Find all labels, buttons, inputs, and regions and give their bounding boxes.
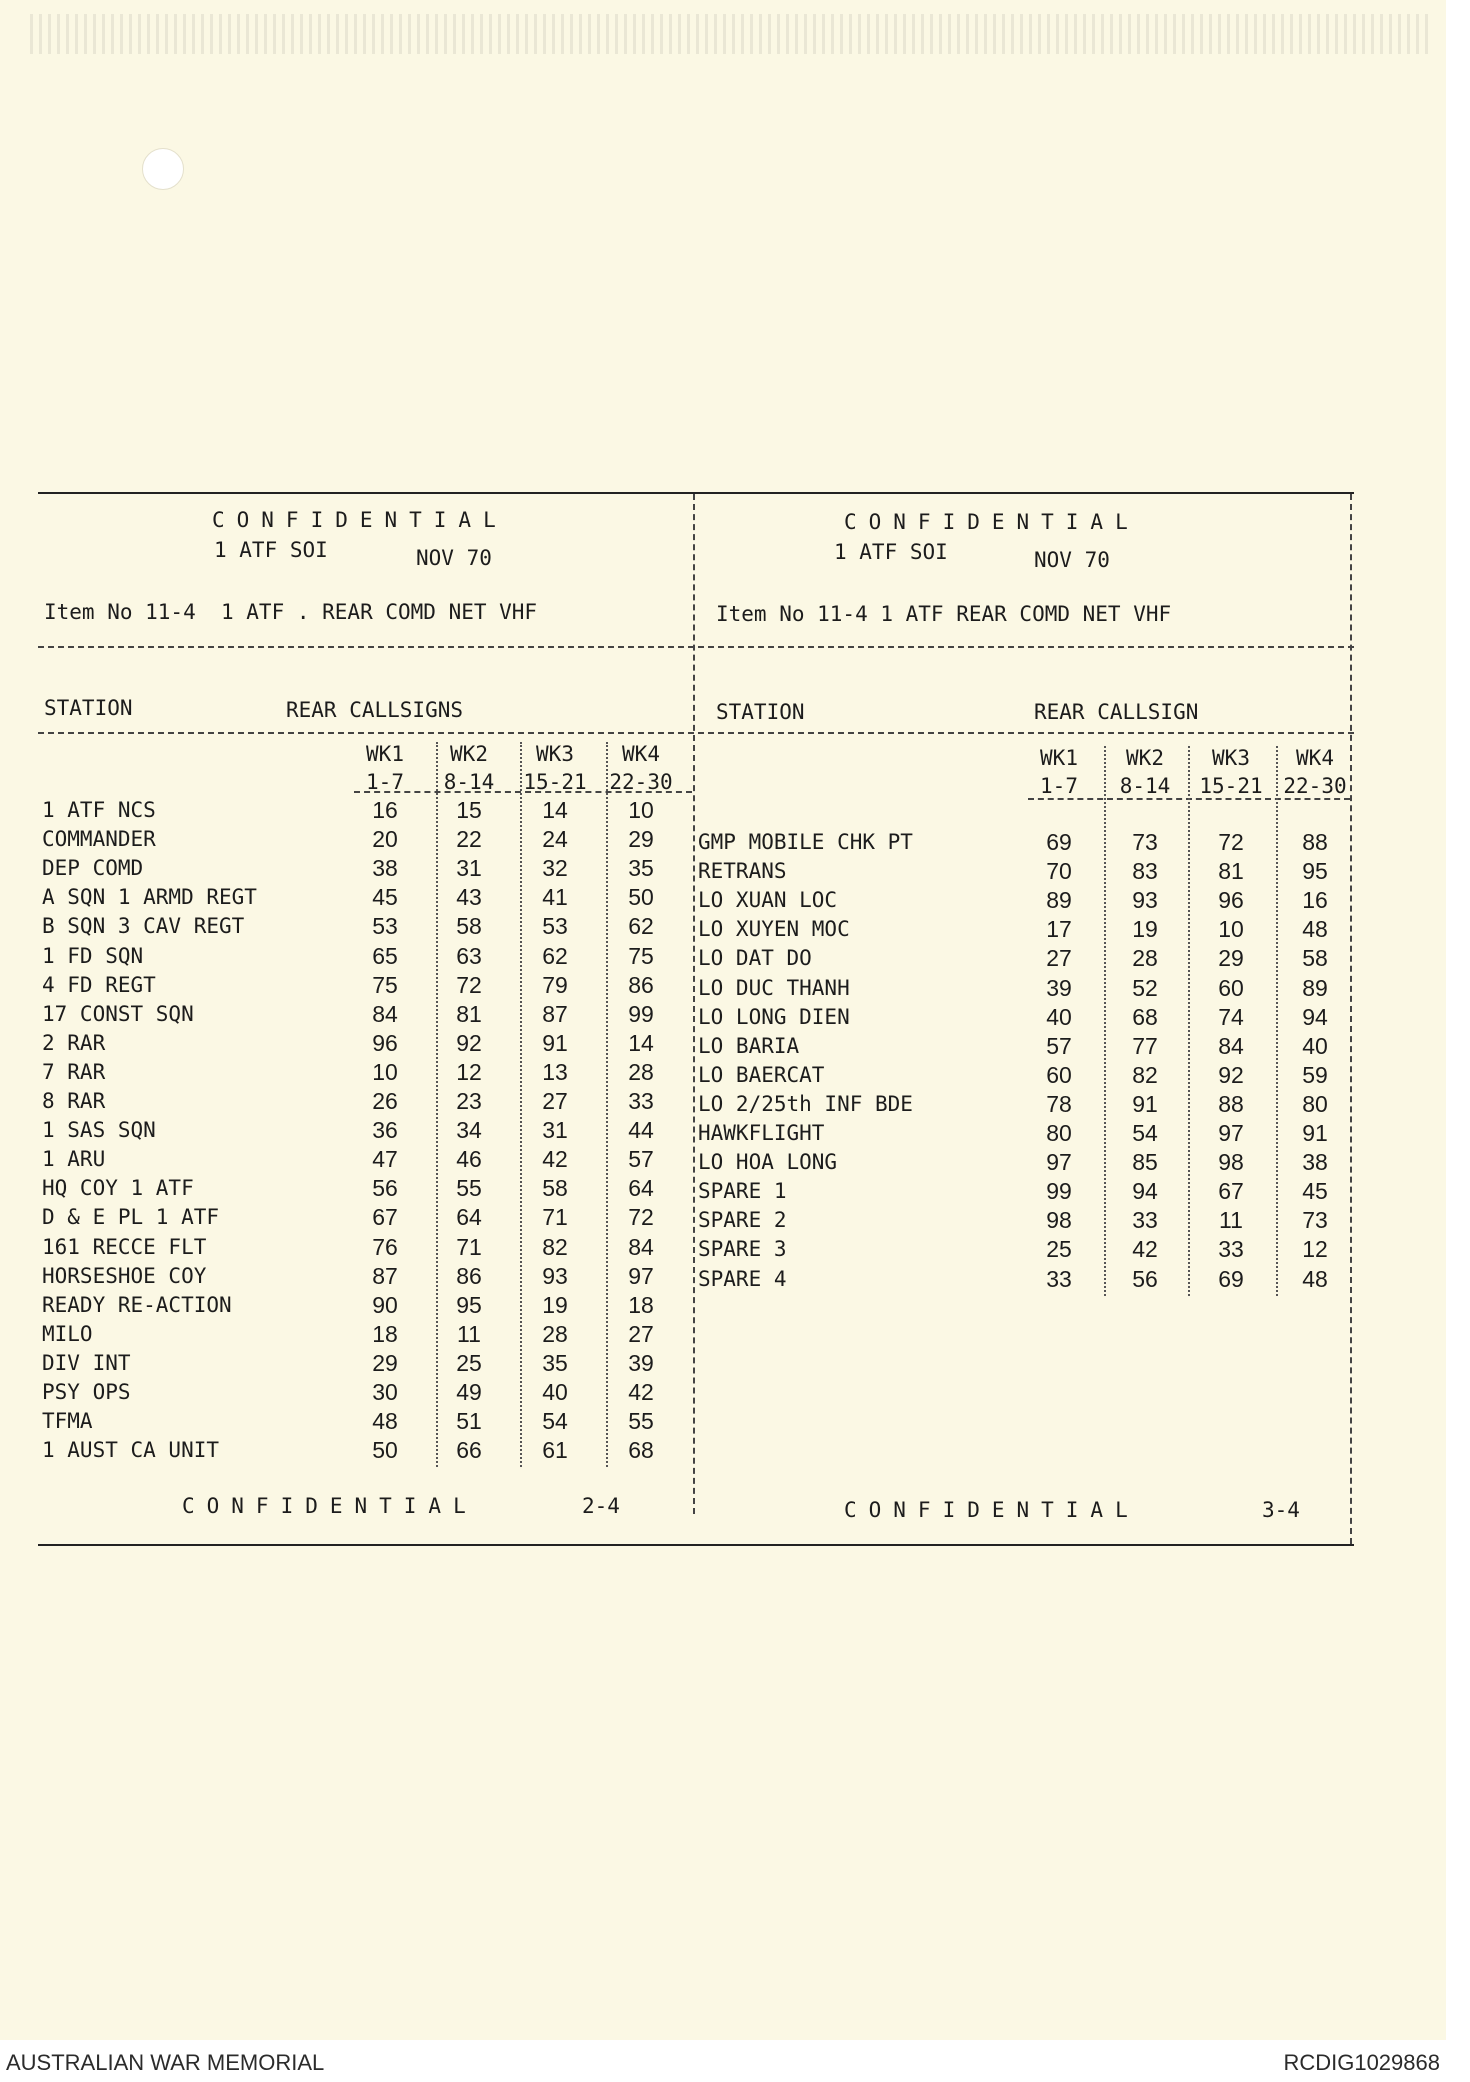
callsign-cell: 68 <box>1132 1003 1158 1030</box>
callsign-cell: 88 <box>1218 1090 1244 1117</box>
station-name: RETRANS <box>698 859 787 884</box>
callsign-cell: 67 <box>1218 1178 1244 1205</box>
callsign-cell: 19 <box>1132 916 1158 943</box>
station-name: SPARE 3 <box>698 1237 787 1262</box>
callsign-cell: 64 <box>628 1175 654 1202</box>
station-name: LO 2/25th INF BDE <box>698 1091 913 1116</box>
station-name: SPARE 4 <box>698 1266 787 1291</box>
callsign-cell: 18 <box>372 1320 398 1347</box>
station-name: HQ COY 1 ATF <box>42 1176 194 1201</box>
callsign-cell: 55 <box>456 1175 482 1202</box>
callsign-cell: 87 <box>542 1000 568 1027</box>
callsign-cell: 45 <box>372 884 398 911</box>
callsign-cell: 81 <box>456 1000 482 1027</box>
callsign-cell: 35 <box>628 855 654 882</box>
callsign-cell: 29 <box>372 1349 398 1376</box>
callsign-cell: 97 <box>628 1262 654 1289</box>
station-name: 8 RAR <box>42 1089 106 1113</box>
station-name: LO BAERCAT <box>698 1062 825 1087</box>
callsign-cell: 72 <box>456 971 482 998</box>
callsign-cell: 56 <box>1132 1265 1158 1292</box>
callsign-cell: 80 <box>1302 1090 1328 1117</box>
station-name: GMP MOBILE CHK PT <box>698 830 913 854</box>
callsign-cell: 42 <box>542 1146 568 1173</box>
callsign-cell: 49 <box>456 1379 482 1405</box>
station-name: 4 FD REGT <box>42 972 156 997</box>
right-callsign-label: REAR CALLSIGN <box>1034 700 1199 724</box>
callsign-cell: 72 <box>1218 829 1244 855</box>
callsign-cell: 11 <box>457 1320 481 1347</box>
station-name: 1 FD SQN <box>42 943 144 968</box>
callsign-cell: 90 <box>372 1291 398 1318</box>
callsign-cell: 14 <box>628 1029 654 1056</box>
callsign-cell: 64 <box>456 1204 482 1231</box>
callsign-cell: 58 <box>542 1175 568 1202</box>
callsign-cell: 97 <box>1046 1149 1072 1176</box>
callsign-cell: 96 <box>1218 887 1244 914</box>
week-date-range: 8-14 <box>443 770 495 794</box>
week-header: WK4 <box>1296 746 1334 770</box>
callsign-cell: 69 <box>1218 1265 1244 1292</box>
left-unit: 1 ATF SOI <box>214 538 328 562</box>
callsign-cell: 82 <box>542 1233 568 1260</box>
column-separator <box>1188 746 1190 1296</box>
week-header: WK2 <box>1126 746 1164 770</box>
station-name: READY RE-ACTION <box>42 1292 232 1317</box>
callsign-cell: 95 <box>1302 858 1328 885</box>
callsign-cell: 25 <box>1046 1236 1072 1263</box>
week-header: WK3 <box>1212 746 1250 770</box>
callsign-cell: 57 <box>628 1146 654 1173</box>
callsign-cell: 51 <box>456 1408 482 1435</box>
callsign-cell: 28 <box>1132 945 1158 972</box>
left-station-label: STATION <box>44 696 133 720</box>
station-name: LO XUYEN MOC <box>698 917 850 942</box>
callsign-cell: 67 <box>372 1204 398 1231</box>
station-name: DIV INT <box>42 1350 131 1375</box>
callsign-cell: 72 <box>628 1204 654 1231</box>
callsign-cell: 76 <box>372 1233 398 1260</box>
callsign-cell: 27 <box>542 1088 568 1114</box>
callsign-cell: 97 <box>1218 1120 1244 1146</box>
callsign-cell: 44 <box>628 1117 654 1144</box>
callsign-cell: 35 <box>542 1349 568 1376</box>
callsign-cell: 89 <box>1046 887 1072 914</box>
station-name: 1 ATF NCS <box>42 798 156 822</box>
callsign-cell: 95 <box>456 1291 482 1318</box>
callsign-cell: 91 <box>1302 1120 1328 1146</box>
week-header: WK1 <box>1040 746 1078 770</box>
column-separator <box>1276 746 1278 1296</box>
callsign-cell: 91 <box>1132 1090 1158 1117</box>
station-name: LO HOA LONG <box>698 1150 838 1175</box>
callsign-cell: 33 <box>1132 1207 1158 1234</box>
archive-name: AUSTRALIAN WAR MEMORIAL <box>6 2050 325 2075</box>
callsign-cell: 84 <box>1218 1032 1244 1059</box>
callsign-cell: 23 <box>456 1088 482 1114</box>
callsign-cell: 70 <box>1046 858 1072 885</box>
callsign-cell: 75 <box>628 942 654 969</box>
callsign-cell: 92 <box>456 1029 482 1056</box>
callsign-cell: 75 <box>372 971 398 998</box>
callsign-cell: 18 <box>628 1291 654 1318</box>
station-name: B SQN 3 CAV REGT <box>42 914 245 939</box>
archive-record-id: RCDIG1029868 <box>1283 2050 1440 2075</box>
station-name: LO LONG DIEN <box>698 1004 850 1029</box>
scan-edge-smudge <box>30 14 1430 54</box>
callsign-cell: 14 <box>542 797 568 823</box>
left-item-title: Item No 11-4 1 ATF . REAR COMD NET VHF <box>44 600 538 624</box>
callsign-cell: 62 <box>542 942 568 969</box>
callsign-cell: 50 <box>372 1437 398 1464</box>
callsign-cell: 10 <box>628 797 654 823</box>
callsign-cell: 82 <box>1132 1061 1158 1088</box>
callsign-cell: 34 <box>456 1117 482 1144</box>
callsign-cell: 27 <box>1046 945 1072 972</box>
callsign-cell: 55 <box>628 1408 654 1435</box>
callsign-cell: 39 <box>628 1349 654 1376</box>
callsign-cell: 52 <box>1132 974 1158 1001</box>
station-name: LO DAT DO <box>698 946 812 971</box>
callsign-cell: 94 <box>1302 1003 1328 1030</box>
callsign-cell: 79 <box>542 971 568 998</box>
callsign-cell: 88 <box>1302 829 1328 855</box>
callsign-cell: 99 <box>628 1000 654 1027</box>
right-station-label: STATION <box>716 700 805 724</box>
callsign-cell: 31 <box>456 855 482 882</box>
callsign-cell: 71 <box>542 1204 568 1231</box>
right-month: NOV 70 <box>1034 548 1110 572</box>
callsign-cell: 12 <box>456 1058 482 1085</box>
callsign-cell: 41 <box>542 884 568 911</box>
callsign-cell: 91 <box>542 1029 568 1056</box>
station-name: MILO <box>42 1321 93 1346</box>
callsign-cell: 46 <box>456 1146 482 1173</box>
station-name: D & E PL 1 ATF <box>42 1205 220 1230</box>
station-name: 7 RAR <box>42 1059 106 1084</box>
callsign-cell: 39 <box>1046 974 1072 1001</box>
callsign-cell: 58 <box>456 913 482 940</box>
week-date-range: 15-21 <box>1199 774 1263 798</box>
callsign-cell: 24 <box>542 826 568 853</box>
right-item-title: Item No 11-4 1 ATF REAR COMD NET VHF <box>716 602 1172 626</box>
station-name: 17 CONST SQN <box>42 1001 194 1026</box>
callsign-cell: 28 <box>542 1320 568 1347</box>
callsign-cell: 60 <box>1046 1061 1072 1088</box>
callsign-cell: 92 <box>1218 1061 1244 1088</box>
callsign-cell: 66 <box>456 1437 482 1464</box>
week-header: WK3 <box>536 742 574 766</box>
callsign-cell: 28 <box>628 1058 654 1085</box>
right-classification: CONFIDENTIAL <box>844 510 1140 534</box>
station-name: LO DUC THANH <box>698 975 850 1000</box>
callsign-cell: 33 <box>1046 1265 1072 1292</box>
left-footer-classification: CONFIDENTIAL <box>182 1494 478 1518</box>
callsign-cell: 38 <box>372 855 398 882</box>
left-page-number: 2-4 <box>582 1494 620 1518</box>
callsign-cell: 74 <box>1218 1003 1244 1030</box>
callsign-cell: 85 <box>1132 1149 1158 1176</box>
callsign-cell: 40 <box>542 1379 568 1405</box>
column-separator <box>1104 746 1106 1296</box>
callsign-cell: 33 <box>1218 1236 1244 1263</box>
callsign-cell: 87 <box>372 1262 398 1289</box>
callsign-cell: 29 <box>1218 945 1244 972</box>
callsign-cell: 48 <box>1302 1265 1328 1292</box>
callsign-cell: 89 <box>1302 974 1328 1001</box>
callsign-cell: 16 <box>1302 887 1328 914</box>
callsign-cell: 11 <box>1219 1207 1243 1234</box>
callsign-cell: 80 <box>1046 1120 1072 1146</box>
station-name: 1 SAS SQN <box>42 1118 156 1143</box>
station-name: 2 RAR <box>42 1030 106 1055</box>
callsign-cell: 73 <box>1132 829 1158 855</box>
callsign-cell: 10 <box>372 1058 398 1085</box>
callsign-cell: 33 <box>628 1088 654 1114</box>
station-name: COMMANDER <box>42 827 156 852</box>
callsign-cell: 15 <box>456 797 482 823</box>
callsign-cell: 42 <box>1132 1236 1158 1263</box>
callsign-cell: 65 <box>372 942 398 969</box>
callsign-cell: 83 <box>1132 858 1158 885</box>
callsign-cell: 86 <box>456 1262 482 1289</box>
station-name: 161 RECCE FLT <box>42 1234 207 1259</box>
callsign-cell: 57 <box>1046 1032 1072 1059</box>
callsign-cell: 54 <box>542 1408 568 1435</box>
callsign-cell: 30 <box>372 1379 398 1405</box>
station-name: LO XUAN LOC <box>698 888 838 913</box>
left-month: NOV 70 <box>416 546 492 570</box>
callsign-cell: 40 <box>1046 1003 1072 1030</box>
callsign-cell: 81 <box>1218 858 1244 885</box>
callsign-cell: 45 <box>1302 1178 1328 1205</box>
callsign-cell: 20 <box>372 826 398 853</box>
left-callsign-label: REAR CALLSIGNS <box>286 698 464 722</box>
station-name: HAWKFLIGHT <box>698 1121 825 1145</box>
callsign-cell: 40 <box>1302 1032 1328 1059</box>
callsign-cell: 10 <box>1218 916 1244 943</box>
week-header: WK2 <box>450 742 488 766</box>
archive-footer <box>0 2042 1470 2082</box>
callsign-cell: 56 <box>372 1175 398 1202</box>
callsign-cell: 60 <box>1218 974 1244 1001</box>
callsign-cell: 19 <box>542 1291 568 1318</box>
callsign-cell: 47 <box>372 1146 398 1173</box>
callsign-cell: 78 <box>1046 1090 1072 1117</box>
callsign-cell: 22 <box>456 826 482 853</box>
soi-sheet <box>38 492 1354 1546</box>
callsign-cell: 94 <box>1132 1178 1158 1205</box>
right-unit: 1 ATF SOI <box>834 540 948 564</box>
callsign-cell: 54 <box>1132 1120 1158 1146</box>
callsign-cell: 63 <box>456 942 482 969</box>
punch-hole <box>142 148 184 190</box>
callsign-cell: 99 <box>1046 1178 1072 1205</box>
week-header: WK4 <box>622 742 660 766</box>
station-name: DEP COMD <box>42 856 144 881</box>
callsign-cell: 59 <box>1302 1061 1328 1088</box>
station-name: TFMA <box>42 1409 93 1434</box>
callsign-cell: 29 <box>628 826 654 853</box>
callsign-cell: 98 <box>1046 1207 1072 1234</box>
callsign-cell: 36 <box>372 1117 398 1144</box>
callsign-cell: 61 <box>542 1437 568 1464</box>
callsign-cell: 42 <box>628 1379 654 1405</box>
right-page-number: 3-4 <box>1262 1498 1300 1522</box>
station-name: LO BARIA <box>698 1033 800 1058</box>
callsign-cell: 53 <box>372 913 398 940</box>
week-date-range: 1-7 <box>366 770 404 794</box>
week-date-range: 22-30 <box>1283 774 1347 798</box>
station-name: PSY OPS <box>42 1380 131 1404</box>
callsign-cell: 58 <box>1302 945 1328 972</box>
left-classification: CONFIDENTIAL <box>212 508 508 532</box>
callsign-cell: 68 <box>628 1437 654 1464</box>
callsign-cell: 32 <box>542 855 568 882</box>
callsign-cell: 53 <box>542 913 568 940</box>
callsign-cell: 13 <box>542 1058 568 1085</box>
callsign-cell: 71 <box>456 1233 482 1260</box>
callsign-cell: 98 <box>1218 1149 1244 1176</box>
callsign-cell: 84 <box>628 1233 654 1260</box>
station-name: SPARE 2 <box>698 1208 787 1233</box>
callsign-cell: 62 <box>628 913 654 940</box>
callsign-cell: 96 <box>372 1029 398 1056</box>
week-date-range: 22-30 <box>609 770 673 794</box>
station-name: A SQN 1 ARMD REGT <box>42 885 257 910</box>
station-name: 1 ARU <box>42 1147 106 1172</box>
callsign-cell: 48 <box>372 1408 398 1435</box>
callsign-cell: 77 <box>1132 1032 1158 1059</box>
week-date-range: 15-21 <box>523 770 587 794</box>
callsign-cell: 38 <box>1302 1149 1328 1176</box>
column-header-rule <box>38 732 1354 734</box>
callsign-cell: 93 <box>1132 887 1158 914</box>
callsign-cell: 84 <box>372 1000 398 1027</box>
callsign-cell: 93 <box>542 1262 568 1289</box>
callsign-cell: 50 <box>628 884 654 911</box>
callsign-cell: 69 <box>1046 829 1072 855</box>
callsign-cell: 48 <box>1302 916 1328 943</box>
callsign-cell: 73 <box>1302 1207 1328 1234</box>
header-rule <box>38 646 1354 648</box>
station-name: HORSESHOE COY <box>42 1263 207 1288</box>
callsign-cell: 12 <box>1302 1236 1328 1263</box>
callsign-cell: 17 <box>1046 916 1072 943</box>
callsign-cell: 86 <box>628 971 654 998</box>
callsign-cell: 16 <box>372 797 398 823</box>
callsign-cell: 43 <box>456 884 482 911</box>
right-footer-classification: CONFIDENTIAL <box>844 1498 1140 1522</box>
week-date-range: 8-14 <box>1119 774 1171 798</box>
callsign-cell: 25 <box>456 1349 482 1376</box>
station-name: 1 AUST CA UNIT <box>42 1438 220 1463</box>
callsign-cell: 26 <box>372 1088 398 1114</box>
week-date-range: 1-7 <box>1040 774 1078 798</box>
station-name: SPARE 1 <box>698 1179 787 1204</box>
sheet-right-edge <box>1350 494 1352 1544</box>
callsign-cell: 27 <box>628 1320 654 1347</box>
callsign-cell: 31 <box>542 1117 568 1144</box>
week-header: WK1 <box>366 742 404 766</box>
